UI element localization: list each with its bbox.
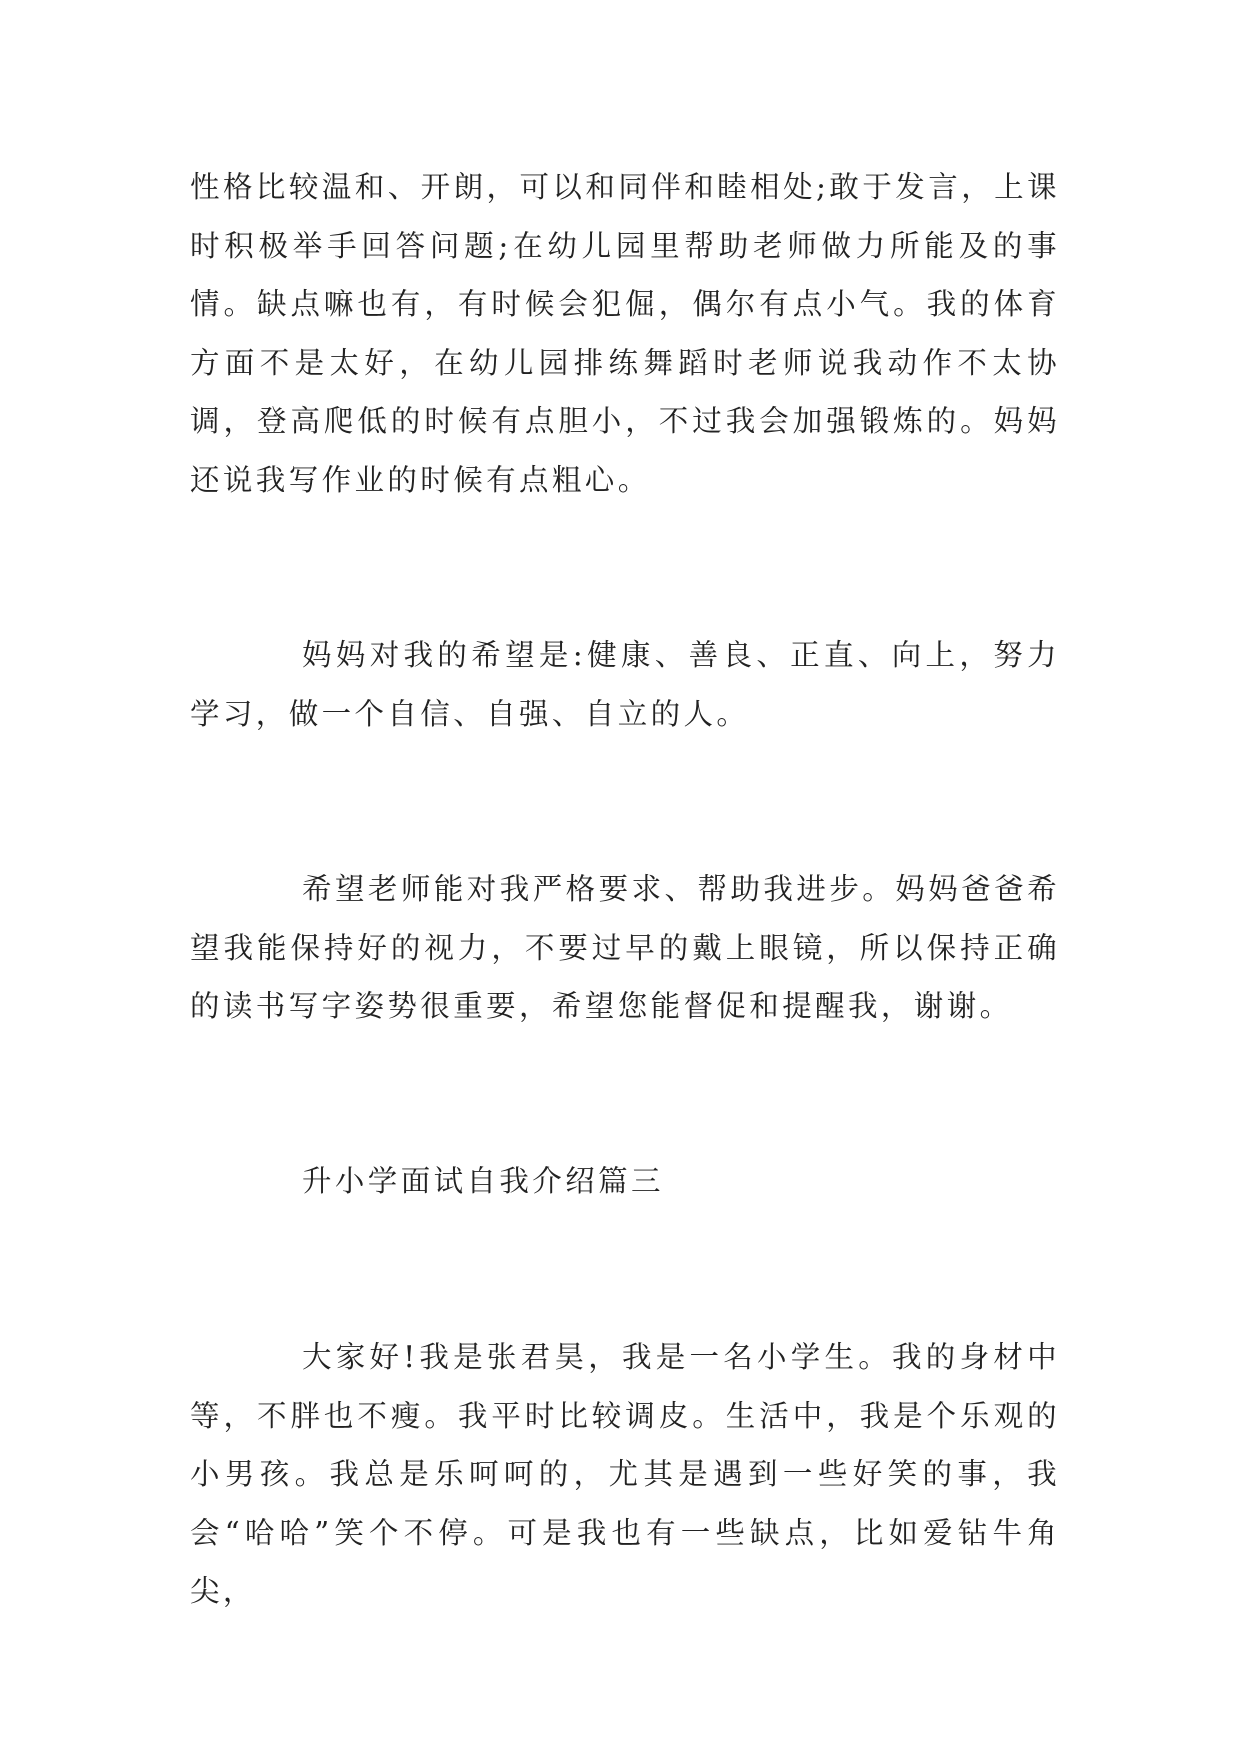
paragraph-teacher-hopes: 希望老师能对我严格要求、帮助我进步。妈妈爸爸希望我能保持好的视力，不要过早的戴上眼镜，所以保持正确的读书写字姿势很重要，希望您能督促和提醒我，谢谢。 [190, 872, 1060, 1023]
paragraph-mother-hopes: 妈妈对我的希望是:健康、善良、正直、向上，努力学习，做一个自信、自强、自立的人。 [190, 638, 1060, 731]
paragraph-self-intro: 大家好!我是张君昊，我是一名小学生。我的身材中等，不胖也不瘦。我平时比较调皮。生活中，我是个乐观的小男孩。我总是乐呵呵的，尤其是遇到一些好笑的事，我会“哈哈”笑个不停。可是我也有一些缺点，比如爱钻牛角尖， [190, 1340, 1060, 1608]
paragraph-personality: 性格比较温和、开朗，可以和同伴和睦相处;敢于发言，上课时积极举手回答问题;在幼儿园里帮助老师做力所能及的事情。缺点嘛也有，有时候会犯倔，偶尔有点小气。我的体育方面不是太好，在幼儿园排练舞蹈时老师说我动作不太协调，登高爬低的时候有点胆小，不过我会加强锻炼的。妈妈还说我写作业的时候有点粗心。 [190, 170, 1060, 497]
section-heading: 升小学面试自我介绍篇三 [302, 1164, 664, 1198]
